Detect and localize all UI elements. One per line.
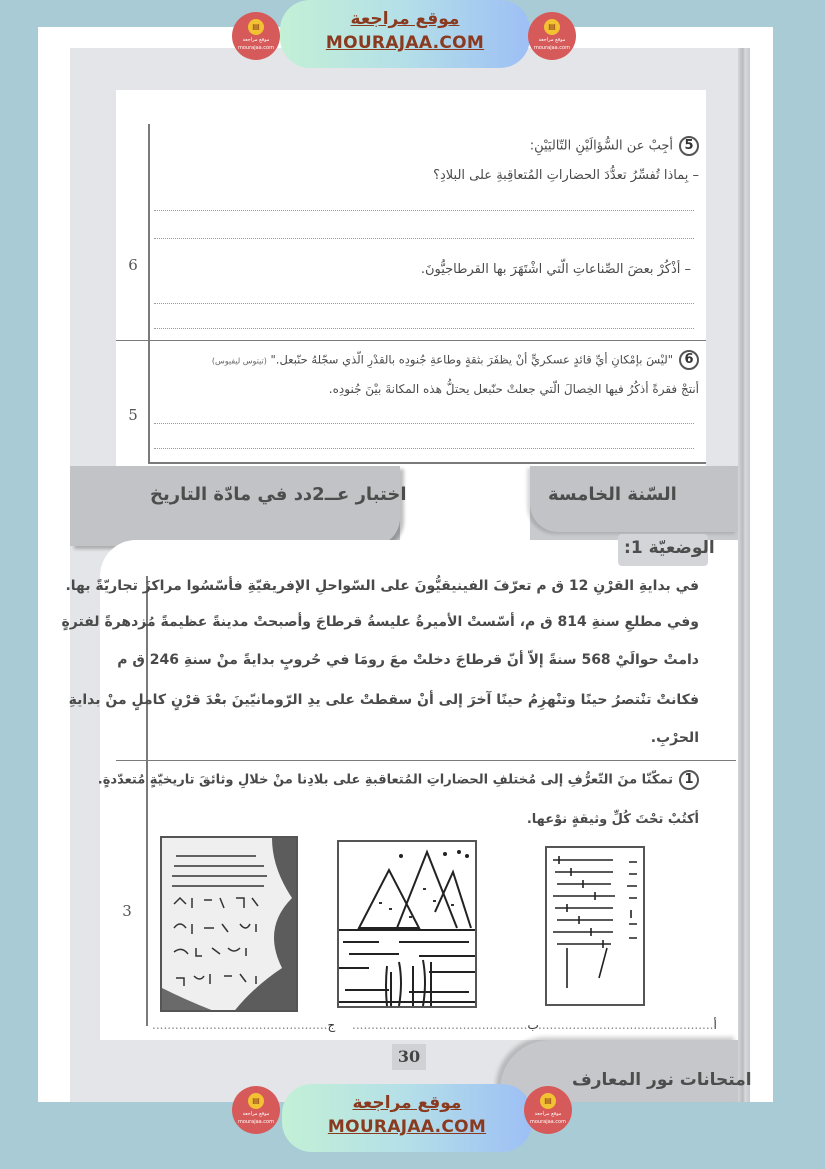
exam-title: اختبار عــ2دد في مادّة التاريخ xyxy=(150,484,407,505)
section-bottom-border xyxy=(150,462,706,464)
question-6-number: 6 xyxy=(679,350,699,370)
document-image-b-pyramids xyxy=(337,840,477,1008)
score-q6: 5 xyxy=(128,406,138,424)
passage-line: وفي مطلعِ سنةِ 814 ق م، أسّستْ الأميرةُ عليسةُ قرطاجَ وأصبحتْ مدينةً عظيمةً مُزدهرةً لفترةٍ xyxy=(61,614,699,630)
score-q1: 3 xyxy=(122,902,132,920)
answer-line[interactable] xyxy=(154,423,694,424)
answer-line[interactable] xyxy=(154,210,694,211)
question-1-instruction: أكتُبْ تحْتَ كُلِّ وثيقةٍ نوْعها. xyxy=(526,812,699,827)
quote-reference: (تيتوس ليفيوس) xyxy=(211,356,267,366)
watermark-banner-bottom[interactable]: موقع مراجعة MOUR﻿AJAA.COM xyxy=(282,1084,532,1152)
book-icon: ▤ xyxy=(544,19,560,35)
watermark-badge-right-top[interactable]: ▤ موقع مراجعة mourajaa.com xyxy=(528,12,576,60)
grade-label: السّنة الخامسة xyxy=(548,484,677,505)
caption-a[interactable]: أ.............................................. xyxy=(538,1018,717,1032)
question-6-instruction: أنتجْ فقرةً أذكُرُ فيها الخِصالَ الّتي جعلتْ حنّبعل يحتلُّ هذه المكانةَ بيْنَ جُنودِه. xyxy=(328,382,699,396)
answer-line[interactable] xyxy=(154,328,694,329)
caption-b[interactable]: ب.............................................. xyxy=(352,1018,539,1032)
answer-line[interactable] xyxy=(154,448,694,449)
situation-label: الوضعيّة 1: xyxy=(624,538,715,558)
passage-line: دامتْ حوالَيْ 568 سنةً إلاّ أنّ قرطاجَ دخلتْ معَ رومَا في حُروبٍ بدايةً منْ سنةِ 246 ق م xyxy=(117,652,699,668)
question-5-sub2: – أذْكُرْ بعضَ الصِّناعاتِ الّتي اشْتَهَرَ بها القرطاجيُّونَ. xyxy=(420,262,691,277)
series-title: امتحانات نور المعارف xyxy=(572,1070,752,1090)
score-column-divider xyxy=(148,124,150,464)
book-icon: ▤ xyxy=(248,19,264,35)
question-divider xyxy=(116,340,706,341)
book-icon: ▤ xyxy=(540,1093,556,1109)
watermark-banner-top[interactable]: موقع مراجعة MOUR﻿AJAA.COM xyxy=(280,0,530,68)
watermark-badge-right-bottom[interactable]: ▤ موقع مراجعة mourajaa.com xyxy=(524,1086,572,1134)
question-1-text: 1تمكّنّا منَ التّعرُّفِ إلى مُختلفِ الحضاراتِ المُتعاقبةِ على بلادِنا منْ خلالِ وثائقَ تاريخيّةٍ مُتعدّدةٍ. xyxy=(98,770,699,790)
document-image-a-punic-inscription xyxy=(545,846,645,1006)
header-gap xyxy=(400,466,530,546)
passage-line: فكانتْ تنْتصرُ حينًا وتنْهزِمُ حينًا آخرَ إلى أنْ سقطتْ على يدِ الرّومانيّينَ بعْدَ قرْنٍ كاملٍ منْ بدايةِ xyxy=(68,692,699,708)
question-6-quote: 6"ليْسَ بإمْكانِ أيِّ قائدٍ عسكريٍّ أنْ يظفَرَ بثقةٍ وطاعةِ جُنودِه بالقدْرِ الّذي سجّلهُ حنّبعل." (تيتوس ليفيوس) xyxy=(212,350,699,370)
answer-line[interactable] xyxy=(154,303,694,304)
book-spine-edge xyxy=(738,48,750,1102)
question-5-number: 5 xyxy=(679,136,699,156)
document-image-c-alphabet-tablet xyxy=(160,836,298,1012)
passage-divider xyxy=(116,760,736,761)
passage xyxy=(62,578,699,746)
page-number: 30 xyxy=(392,1044,426,1070)
passage-line: في بدايةِ القرْنِ 12 ق م تعرّفَ الفينيقيُّونَ على السّواحلِ الإفريقيّةِ فأسّسُوا مراكزَ تجاريّةً بها. xyxy=(65,578,699,594)
passage-line: الحرْبِ. xyxy=(650,730,699,746)
question-5-sub1: – بِماذا تُفسِّرُ تعدُّدَ الحضاراتِ المُتعاقِبةِ على البلادِ؟ xyxy=(433,168,699,183)
question-1-number: 1 xyxy=(679,770,699,790)
watermark-badge-left-top[interactable]: ▤ موقع مراجعة mourajaa.com xyxy=(232,12,280,60)
book-icon: ▤ xyxy=(248,1093,264,1109)
watermark-badge-left-bottom[interactable]: ▤ موقع مراجعة mourajaa.com xyxy=(232,1086,280,1134)
answer-line[interactable] xyxy=(154,238,694,239)
caption-c[interactable]: ج.............................................. xyxy=(152,1018,336,1032)
exam-title-tab xyxy=(70,466,400,546)
question-5-prompt: 5أجِبْ عن السُّؤالَيْنِ التّاليَيْنِ: xyxy=(530,136,699,156)
score-q5: 6 xyxy=(128,256,138,274)
